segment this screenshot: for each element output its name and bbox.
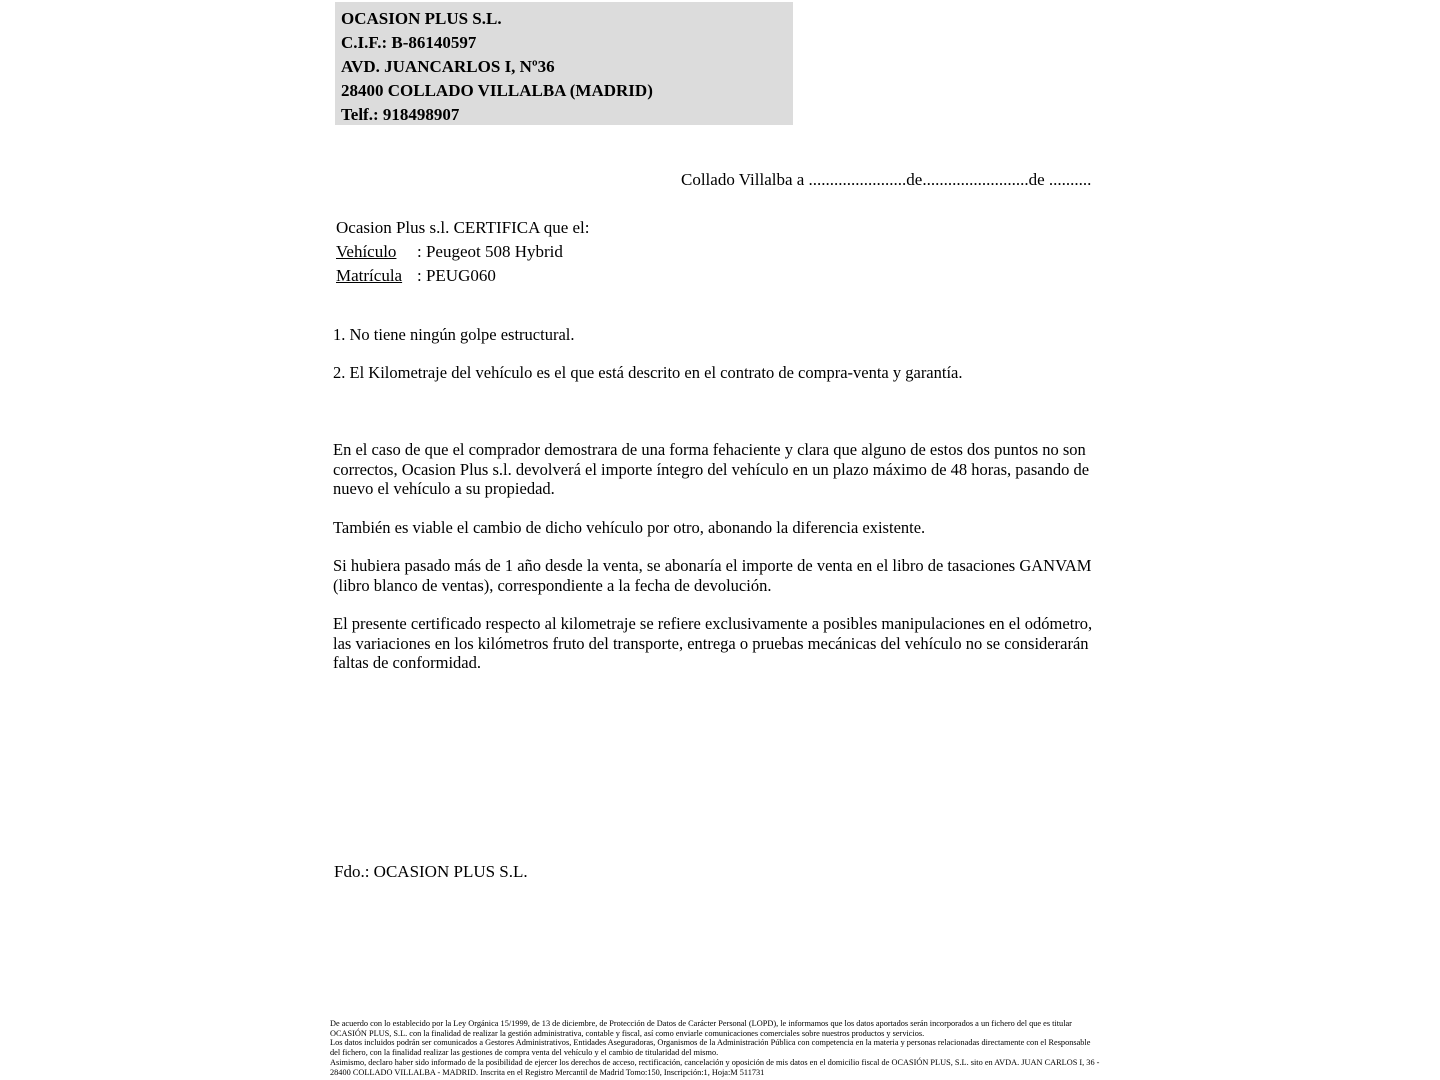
vehicle-value: : Peugeot 508 Hybrid <box>417 242 563 261</box>
certify-intro: Ocasion Plus s.l. CERTIFICA que el: <box>336 218 590 237</box>
company-name: OCASION PLUS S.L. <box>341 9 502 28</box>
body-paragraphs <box>333 440 1103 692</box>
company-phone: Telf.: 918498907 <box>341 105 460 124</box>
legal-footer-paragraph-2: Los datos incluidos podrán ser comunicados a Gestores Administrativos, Entidades Aseguradoras, Organismos de la Administración Pública con competencia en la materia y personas relacionadas directamente con el Responsable del fichero, con la finalidad realizar las gestiones de compra venta del vehículo y el cambio de titularidad del mismo. <box>330 1038 1091 1058</box>
company-address: AVD. JUANCARLOS I, Nº36 <box>341 57 555 76</box>
company-city: 28400 COLLADO VILLALBA (MADRID) <box>341 81 653 100</box>
date-line: Collado Villalba a .......................de.........................de .......... <box>681 170 1092 189</box>
paragraph-exchange: También es viable el cambio de dicho vehículo por otro, abonando la diferencia existente. <box>333 517 926 537</box>
legal-footer <box>330 1019 1102 1077</box>
plate-value: : PEUG060 <box>417 266 496 285</box>
vehicle-label: Vehículo <box>336 242 397 261</box>
paragraph-refund: En el caso de que el comprador demostrara de una forma fehaciente y clara que alguno de estos dos puntos no son correctos, Ocasion Plus s.l. devolverá el importe íntegro del vehículo en un plazo máximo de 48 horas, pasando de nuevo el vehículo a su propiedad. <box>333 440 1090 498</box>
company-header <box>335 2 793 125</box>
plate-label-wrap <box>336 264 417 288</box>
signature-line: Fdo.: OCASION PLUS S.L. <box>334 862 528 881</box>
point-2: 2. El Kilometraje del vehículo es el que está descrito en el contrato de compra-venta y garantía. <box>333 363 963 382</box>
point-1: 1. No tiene ningún golpe estructural. <box>333 325 575 344</box>
vehicle-label-wrap <box>336 240 417 264</box>
paragraph-odometer: El presente certificado respecto al kilometraje se refiere exclusivamente a posibles manipulaciones en el odómetro, las variaciones en los kilómetros fruto del transporte, entrega o pruebas mecánicas del vehículo no se considerarán faltas de conformidad. <box>333 614 1093 672</box>
plate-row <box>336 264 590 288</box>
plate-label: Matrícula <box>336 266 403 285</box>
company-cif: C.I.F.: B-86140597 <box>341 33 477 52</box>
paragraph-ganvam: Si hubiera pasado más de 1 año desde la venta, se abonaría el importe de venta en el libro de tasaciones GANVAM (libro blanco de ventas), correspondiente a la fecha de devolución. <box>333 556 1092 595</box>
vehicle-row <box>336 240 590 264</box>
points-block <box>333 325 1113 401</box>
certify-block <box>336 216 590 288</box>
legal-footer-paragraph-1: De acuerdo con lo establecido por la Ley Orgánica 15/1999, de 13 de diciembre, de Protección de Datos de Carácter Personal (LOPD), le informamos que los datos aportados serán incorporados a un fichero del que es titular OCASIÓN PLUS, S.L. con la finalidad de realizar la gestión administrativa, contable y fiscal, así como enviarle comunicaciones comerciales sobre nuestros productos y servicios. <box>330 1019 1072 1038</box>
legal-footer-paragraph-3: Asimismo, declaro haber sido informado de la posibilidad de ejercer los derechos de acceso, rectificación, cancelación y oposición de mis datos en el domicilio fiscal de OCASIÓN PLUS, S.L. sito en AVDA. JUAN CARLOS I, 36 - 28400 COLLADO VILLALBA - MADRID. Inscrita en el Registro Mercantil de Madrid Tomo:150, Inscripción:1, Hoja:M 511731 <box>330 1057 1100 1077</box>
